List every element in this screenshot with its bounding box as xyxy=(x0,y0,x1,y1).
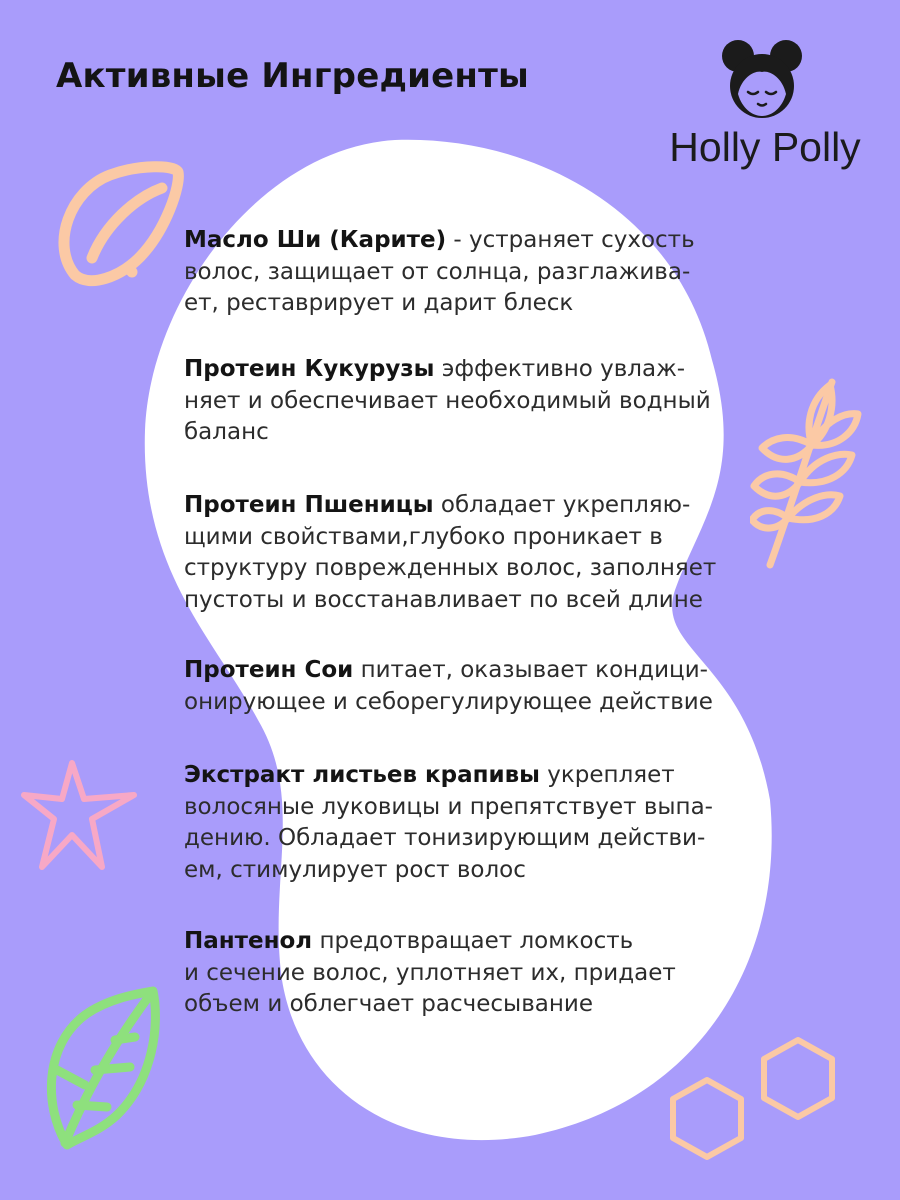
ingredient-description: питает, оказывает кондици- xyxy=(353,657,708,683)
ingredient-wheat-protein xyxy=(184,490,716,616)
ingredient-description: баланс xyxy=(184,419,269,445)
ingredient-description: - устраняет сухость xyxy=(446,227,695,253)
ingredient-shea-butter xyxy=(184,225,695,320)
ingredient-panthenol xyxy=(184,926,676,1021)
ingredient-description: обладает укрепляю- xyxy=(433,492,691,518)
seed-icon xyxy=(50,160,190,295)
ingredient-name: Протеин Сои xyxy=(184,657,354,683)
ingredient-description: укрепляет xyxy=(539,762,675,788)
ingredient-description: предотвращает ломкость xyxy=(312,928,634,954)
ingredient-description: эффективно увлаж- xyxy=(434,356,686,382)
ingredient-description: ем, стимулирует рост волос xyxy=(184,856,526,883)
brand-logo xyxy=(650,36,880,186)
ingredient-soy-protein xyxy=(184,655,713,718)
ingredient-description: волос, защищает от солнца, разглажива- xyxy=(184,258,691,285)
ingredient-description: ет, реставрирует и дарит блеск xyxy=(184,290,574,316)
ingredient-name: Пантенол xyxy=(184,928,313,954)
ingredient-description: дению. Обладает тонизирующим действи- xyxy=(184,825,706,851)
ingredient-corn-protein xyxy=(184,354,711,449)
ingredient-description: онирующее и себорегулирующее действие xyxy=(184,688,713,715)
ingredient-name: Протеин Кукурузы xyxy=(184,356,435,382)
ingredient-description: щими свойствами,глубоко проникает в xyxy=(184,523,663,550)
ingredient-name: Масло Ши (Карите) xyxy=(184,227,447,253)
ingredient-description: пустоты и восстанавливает по всей длине xyxy=(184,586,703,613)
ingredient-nettle-extract xyxy=(184,760,713,886)
ingredient-description: структуру поврежденных волос, заполняет xyxy=(184,555,717,581)
page-title: Активные Ингредиенты xyxy=(56,56,529,96)
ingredient-name: Экстракт листьев крапивы xyxy=(184,762,540,788)
leaf-icon xyxy=(35,985,160,1150)
ingredient-name: Протеин Пшеницы xyxy=(184,492,434,518)
wheat-icon xyxy=(750,370,865,570)
ingredient-description: няет и обеспечивает необходимый водный xyxy=(184,387,711,414)
ingredient-description: волосяные луковицы и препятствует выпа- xyxy=(184,793,713,820)
girl-face-with-hair-buns-icon xyxy=(718,36,806,124)
hexagon-icon xyxy=(655,1030,855,1180)
ingredient-description: объем и облегчает расчесывание xyxy=(184,991,593,1017)
star-icon xyxy=(20,755,140,875)
ingredient-description: и сечение волос, уплотняет их, придает xyxy=(184,959,676,986)
brand-name: Holly Polly xyxy=(669,124,861,170)
